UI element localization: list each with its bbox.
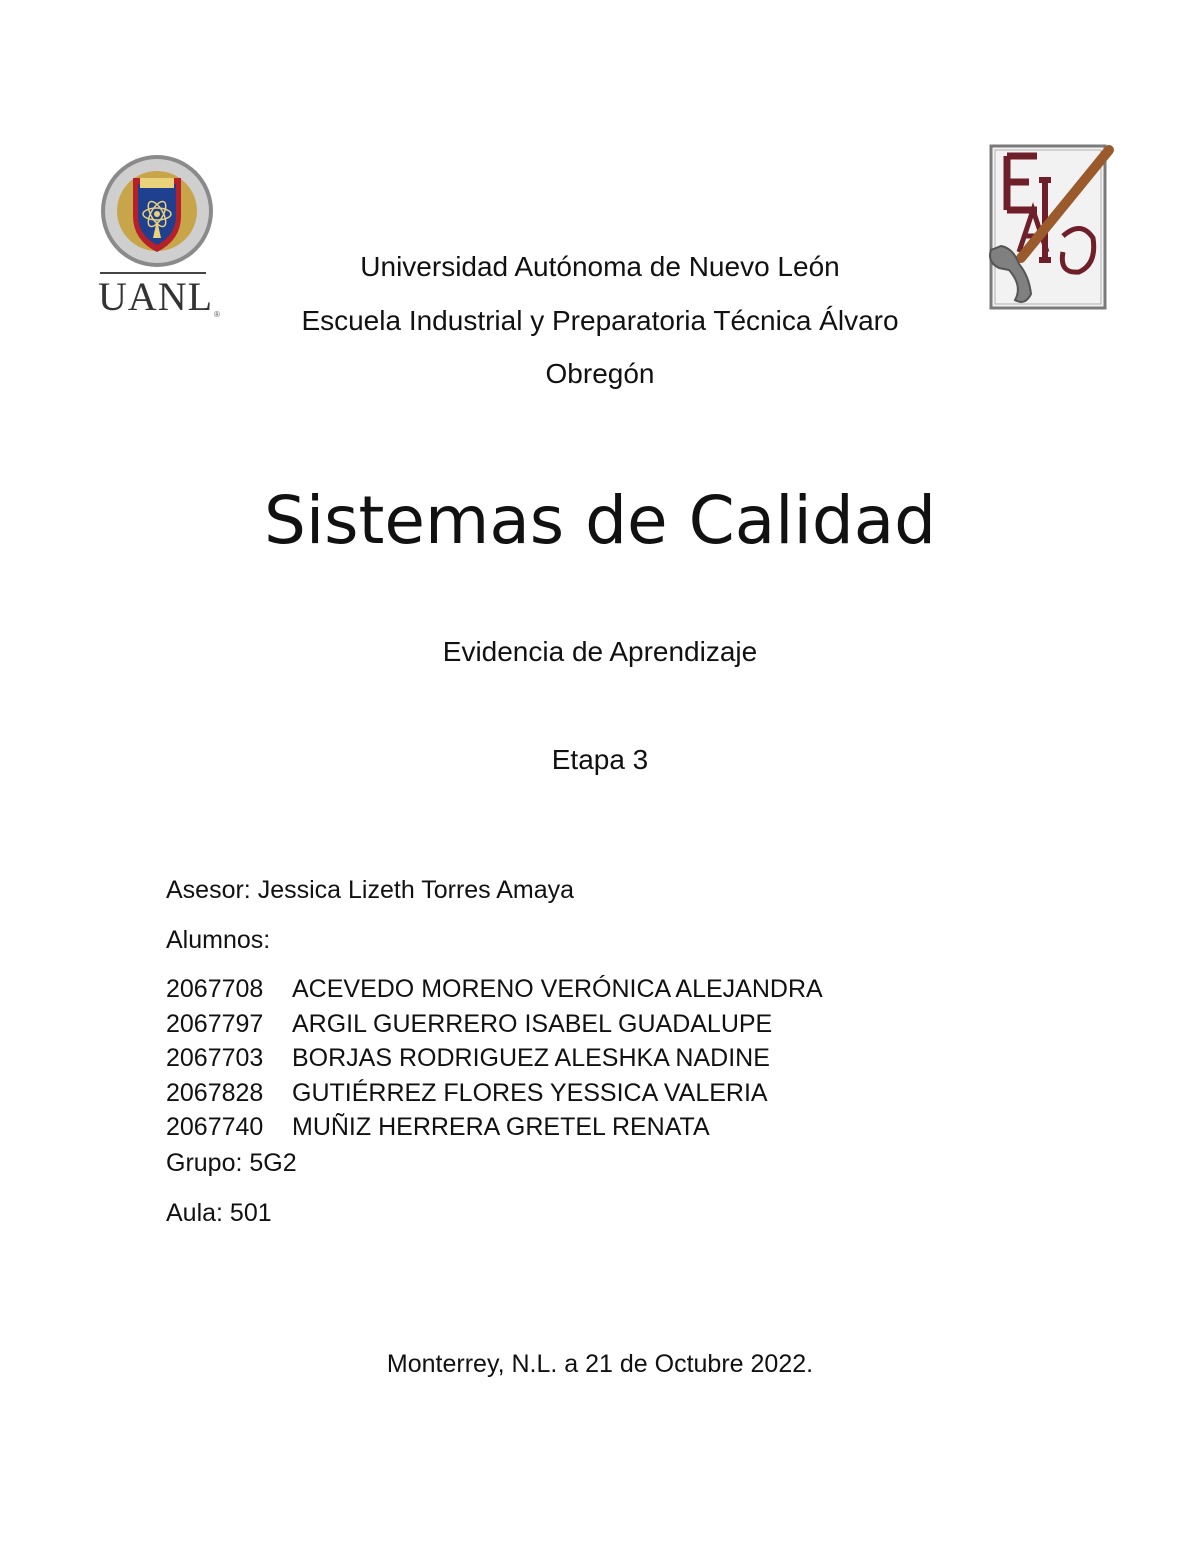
group: Grupo: 5G2: [166, 1148, 297, 1177]
student-name: ARGIL GUERRERO ISABEL GUADALUPE: [292, 1009, 773, 1038]
student-row: [166, 972, 1066, 1007]
student-row: [166, 1076, 1066, 1111]
place-and-date: Monterrey, N.L. a 21 de Octubre 2022.: [386, 1350, 814, 1378]
advisor: Asesor: Jessica Lizeth Torres Amaya: [166, 876, 575, 904]
student-row: [166, 1041, 1066, 1076]
document-subtitle: Evidencia de Aprendizaje: [442, 636, 758, 667]
student-name: ACEVEDO MORENO VERÓNICA ALEJANDRA: [292, 975, 823, 1003]
student-id: 2067828: [166, 1078, 264, 1107]
student-id: 2067797: [166, 1009, 264, 1038]
student-name: MUÑIZ HERRERA GRETEL RENATA: [292, 1113, 710, 1141]
document-title: Sistemas de Calidad: [263, 482, 937, 559]
student-name: BORJAS RODRIGUEZ ALESHKA NADINE: [292, 1044, 770, 1072]
students-label: Alumnos:: [166, 926, 271, 954]
university-name: Universidad Autónoma de Nuevo León: [360, 251, 840, 282]
student-row: [166, 1110, 1066, 1145]
registered-mark: ®: [214, 310, 220, 319]
student-id: 2067703: [166, 1044, 264, 1072]
info-block: [166, 872, 1066, 1231]
classroom: Aula: 501: [166, 1198, 272, 1227]
student-list: [166, 972, 1066, 1145]
student-id: 2067708: [166, 975, 264, 1003]
school-name-line1: Escuela Industrial y Preparatoria Técnica Álvaro: [301, 305, 899, 336]
stage-label: Etapa 3: [551, 744, 649, 775]
student-id: 2067740: [166, 1113, 264, 1141]
student-row: [166, 1007, 1066, 1042]
school-name-line2: Obregón: [545, 358, 655, 389]
student-name: GUTIÉRREZ FLORES YESSICA VALERIA: [292, 1078, 768, 1107]
uanl-wordmark: UANL: [98, 274, 214, 319]
